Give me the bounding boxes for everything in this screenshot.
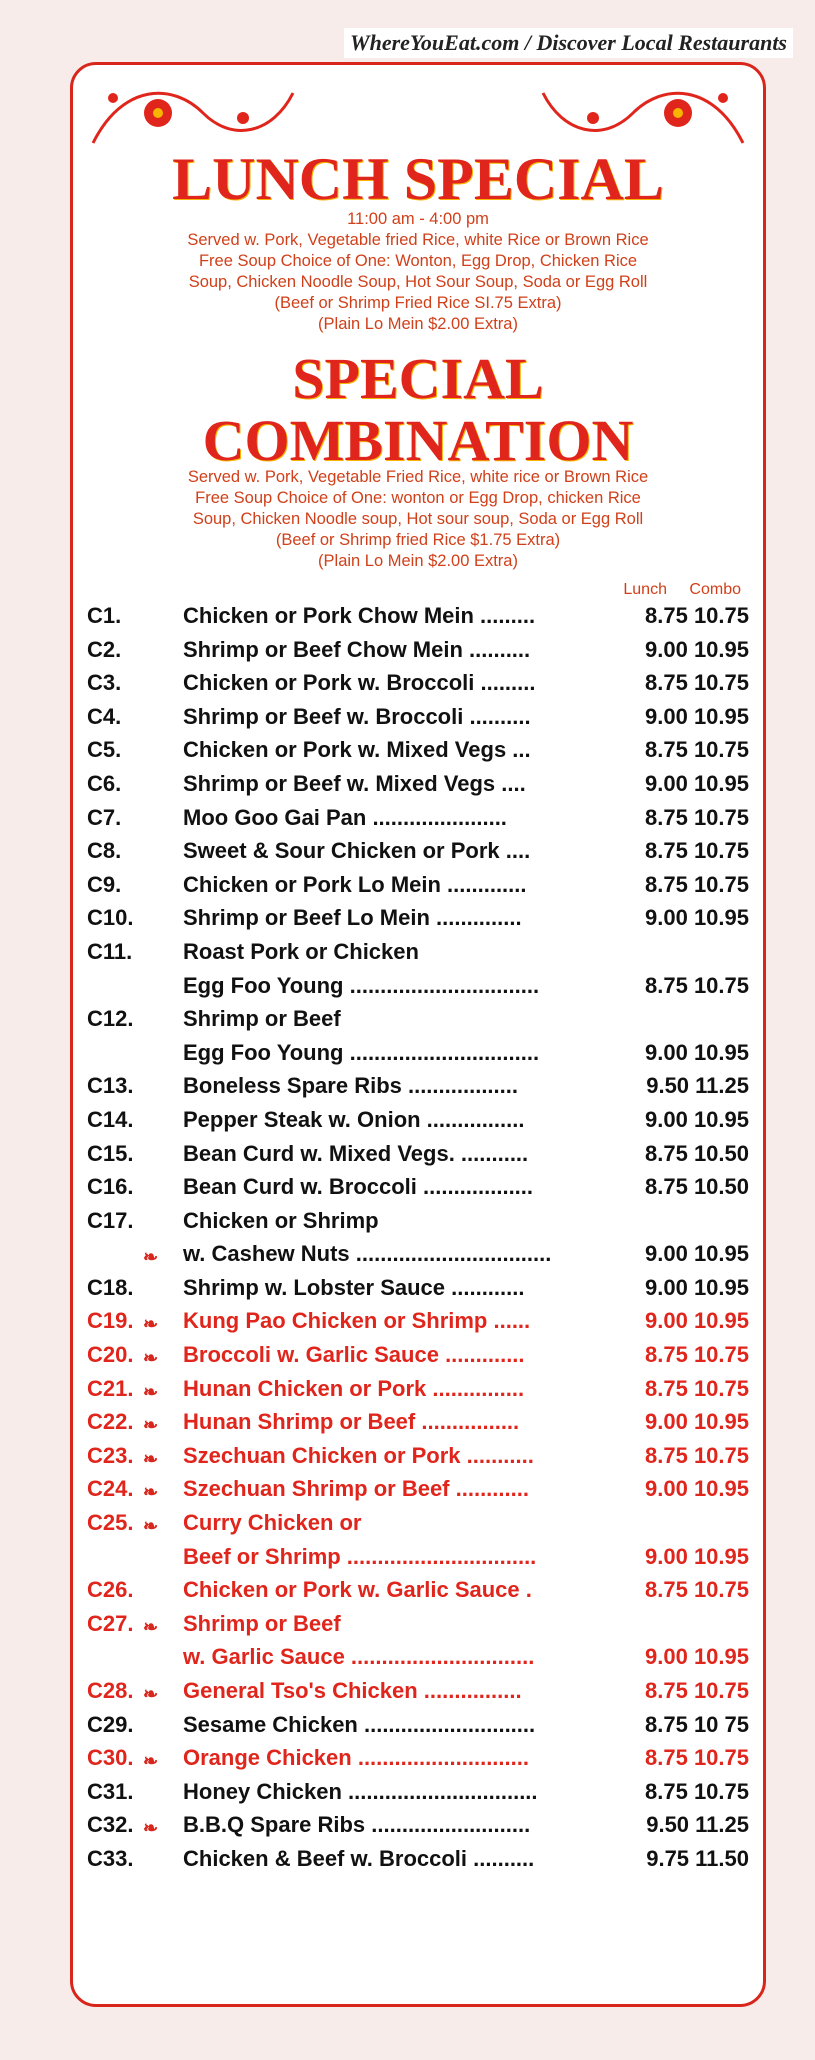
item-price: 8.75 10.75 bbox=[645, 838, 749, 864]
item-name: Pepper Steak w. Onion ................ bbox=[183, 1106, 525, 1132]
item-name: Sesame Chicken ............................ bbox=[183, 1711, 536, 1737]
spicy-chili-icon: ❧ bbox=[143, 1616, 159, 1637]
item-price: 8.75 10.75 bbox=[645, 871, 749, 897]
item-price: 8.75 10.50 bbox=[645, 1140, 749, 1166]
menu-item-row bbox=[73, 1002, 763, 1036]
item-price: 8.75 10.75 bbox=[645, 1442, 749, 1468]
combo-column-header: Combo bbox=[689, 581, 741, 598]
menu-item-row bbox=[73, 1674, 763, 1708]
item-number: C11. bbox=[87, 938, 133, 964]
spicy-chili-icon: ❧ bbox=[143, 1818, 159, 1839]
menu-item-row bbox=[73, 1204, 763, 1238]
spicy-chili-icon: ❧ bbox=[143, 1247, 159, 1268]
item-name: Broccoli w. Garlic Sauce ............. bbox=[183, 1342, 525, 1368]
item-number: C22. bbox=[87, 1409, 134, 1435]
spicy-chili-icon: ❧ bbox=[143, 1684, 159, 1704]
spicy-chili-icon: ❧ bbox=[143, 1348, 159, 1369]
item-number: C3. bbox=[87, 670, 122, 696]
item-number: C27. bbox=[87, 1610, 134, 1636]
info-line: (Plain Lo Mein $2.00 Extra) bbox=[318, 552, 518, 570]
item-number: C31. bbox=[87, 1778, 134, 1804]
menu-item-row bbox=[73, 1808, 763, 1842]
menu-item-row bbox=[73, 868, 763, 902]
item-name: w. Cashew Nuts ................................ bbox=[183, 1241, 552, 1267]
menu-item-row bbox=[73, 1103, 763, 1137]
item-price: 8.75 10.75 bbox=[645, 1745, 749, 1771]
menu-card bbox=[70, 62, 766, 2007]
menu-item-row bbox=[73, 1607, 763, 1641]
item-name: w. Garlic Sauce .............................. bbox=[183, 1644, 535, 1670]
item-name: Curry Chicken or bbox=[183, 1510, 362, 1536]
item-number: C4. bbox=[87, 703, 122, 729]
item-price: 8.75 10.75 bbox=[645, 1778, 749, 1804]
item-price: 9.00 10.95 bbox=[645, 770, 749, 796]
item-name: Kung Pao Chicken or Shrimp ...... bbox=[183, 1308, 531, 1334]
item-name: General Tso's Chicken ................ bbox=[183, 1678, 522, 1703]
item-number: C18. bbox=[87, 1274, 134, 1300]
menu-item-row bbox=[73, 901, 763, 935]
item-number: C10. bbox=[87, 905, 134, 931]
info-line: (Beef or Shrimp fried Rice $1.75 Extra) bbox=[275, 531, 561, 549]
item-name: Shrimp or Beef Lo Mein .............. bbox=[183, 905, 522, 931]
item-number: C29. bbox=[87, 1711, 134, 1737]
item-name: Boneless Spare Ribs .................. bbox=[183, 1073, 518, 1099]
menu-item-row bbox=[73, 1506, 763, 1540]
item-price: 9.00 10.95 bbox=[645, 1039, 749, 1065]
item-name: Chicken & Beef w. Broccoli .......... bbox=[183, 1845, 535, 1871]
menu-item-row bbox=[73, 1237, 763, 1271]
item-price: 8.75 10.50 bbox=[645, 1174, 749, 1200]
item-price: 8.75 10.75 bbox=[645, 1678, 749, 1703]
item-price: 8.75 10.75 bbox=[645, 1342, 749, 1368]
spicy-chili-icon: ❧ bbox=[143, 1314, 159, 1335]
menu-items bbox=[73, 599, 763, 1876]
item-number: C32. bbox=[87, 1812, 134, 1838]
item-number: C9. bbox=[87, 871, 122, 897]
item-price: 9.00 10.95 bbox=[645, 636, 749, 662]
menu-item-row bbox=[73, 1405, 763, 1439]
menu-item-row bbox=[73, 666, 763, 700]
menu-item-row bbox=[73, 834, 763, 868]
item-price: 8.75 10.75 bbox=[645, 972, 749, 998]
spicy-chili-icon: ❧ bbox=[143, 1516, 159, 1537]
spicy-chili-icon: ❧ bbox=[143, 1448, 159, 1469]
menu-item-row bbox=[73, 1069, 763, 1103]
item-price: 9.00 10.95 bbox=[645, 703, 749, 729]
menu-item-row bbox=[73, 1472, 763, 1506]
menu-item-row bbox=[73, 1640, 763, 1674]
spicy-chili-icon: ❧ bbox=[143, 1482, 159, 1503]
menu-item-row bbox=[73, 1708, 763, 1742]
menu-item-row bbox=[73, 767, 763, 801]
item-price: 8.75 10.75 bbox=[645, 1577, 749, 1603]
spicy-chili-icon: ❧ bbox=[143, 1751, 159, 1772]
item-number: C17. bbox=[87, 1207, 134, 1233]
item-number: C24. bbox=[87, 1476, 134, 1502]
menu-item-row bbox=[73, 1573, 763, 1607]
item-number: C25. bbox=[87, 1510, 134, 1536]
combination-info bbox=[73, 467, 763, 572]
item-name: Sweet & Sour Chicken or Pork .... bbox=[183, 838, 531, 864]
item-price: 9.00 10.95 bbox=[645, 905, 749, 931]
item-name: Shrimp or Beef w. Broccoli .......... bbox=[183, 703, 531, 729]
item-name: Moo Goo Gai Pan ...................... bbox=[183, 804, 507, 830]
menu-item-row bbox=[73, 1304, 763, 1338]
item-number: C14. bbox=[87, 1106, 134, 1132]
item-number: C12. bbox=[87, 1006, 134, 1032]
site-header: WhereYouEat.com / Discover Local Restaurants bbox=[344, 28, 793, 58]
item-name: Chicken or Pork Lo Mein ............. bbox=[183, 871, 527, 897]
item-price: 8.75 10.75 bbox=[645, 603, 749, 628]
item-price: 9.00 10.95 bbox=[645, 1409, 749, 1435]
item-number: C2. bbox=[87, 636, 122, 662]
menu-item-row bbox=[73, 1137, 763, 1171]
item-name: Egg Foo Young ............................... bbox=[183, 972, 540, 998]
item-price: 9.00 10.95 bbox=[645, 1241, 749, 1267]
menu-item-row bbox=[73, 1372, 763, 1406]
item-name: Szechuan Shrimp or Beef ............ bbox=[183, 1476, 529, 1502]
item-price: 8.75 10.75 bbox=[645, 670, 749, 696]
item-name: Chicken or Pork w. Broccoli ......... bbox=[183, 670, 536, 696]
menu-item-row bbox=[73, 801, 763, 835]
info-line: (Plain Lo Mein $2.00 Extra) bbox=[318, 315, 518, 333]
item-number: C30. bbox=[87, 1745, 134, 1771]
item-name: Chicken or Pork w. Mixed Vegs ... bbox=[183, 737, 531, 763]
combination-title: COMBINATION bbox=[202, 408, 634, 473]
menu-item-row bbox=[73, 1439, 763, 1473]
item-price: 8.75 10.75 bbox=[645, 737, 749, 763]
item-price: 9.50 11.25 bbox=[646, 1073, 749, 1099]
item-name: Shrimp or Beef bbox=[183, 1610, 341, 1636]
item-name: Hunan Chicken or Pork ............... bbox=[183, 1375, 525, 1401]
item-price: 8.75 10 75 bbox=[645, 1711, 749, 1737]
info-line: Free Soup Choice of One: Wonton, Egg Drop, Chicken Rice bbox=[198, 252, 638, 270]
menu-item-row bbox=[73, 1170, 763, 1204]
lunch-special-title: LUNCH SPECIAL bbox=[172, 146, 664, 212]
item-number: C1. bbox=[87, 603, 122, 628]
item-name: Chicken or Shrimp bbox=[183, 1207, 379, 1233]
item-number: C23. bbox=[87, 1442, 134, 1468]
item-price: 9.00 10.95 bbox=[645, 1106, 749, 1132]
menu-item-row bbox=[73, 1741, 763, 1775]
item-name: Orange Chicken ............................ bbox=[183, 1745, 529, 1771]
menu-item-row bbox=[73, 1338, 763, 1372]
item-price: 8.75 10.75 bbox=[645, 804, 749, 830]
item-number: C8. bbox=[87, 838, 122, 864]
item-number: C6. bbox=[87, 770, 122, 796]
item-name: B.B.Q Spare Ribs .......................... bbox=[183, 1812, 531, 1838]
special-title: SPECIAL bbox=[292, 346, 544, 411]
item-number: C26. bbox=[87, 1577, 134, 1603]
lunch-hours: 11:00 am - 4:00 pm bbox=[347, 210, 489, 228]
item-number: C16. bbox=[87, 1174, 134, 1200]
item-name: Bean Curd w. Mixed Vegs. ........... bbox=[183, 1140, 529, 1166]
item-price: 9.00 10.95 bbox=[645, 1644, 749, 1670]
item-number: C28. bbox=[87, 1678, 134, 1703]
item-name: Chicken or Pork Chow Mein ......... bbox=[183, 603, 536, 628]
menu-item-row bbox=[73, 969, 763, 1003]
item-name: Szechuan Chicken or Pork ........... bbox=[183, 1442, 534, 1468]
menu-item-row bbox=[73, 1271, 763, 1305]
item-name: Shrimp or Beef w. Mixed Vegs .... bbox=[183, 770, 526, 796]
menu-item-row bbox=[73, 633, 763, 667]
info-line: Served w. Pork, Vegetable fried Rice, white Rice or Brown Rice bbox=[187, 231, 649, 249]
menu-item-row bbox=[73, 1540, 763, 1574]
info-line: Free Soup Choice of One: wonton or Egg Drop, chicken Rice bbox=[195, 489, 641, 507]
item-number: C7. bbox=[87, 804, 122, 830]
item-name: Hunan Shrimp or Beef ................ bbox=[183, 1409, 520, 1435]
item-name: Shrimp or Beef Chow Mein .......... bbox=[183, 636, 531, 662]
spicy-chili-icon: ❧ bbox=[143, 1381, 159, 1402]
floral-ornament-icon bbox=[83, 73, 303, 153]
item-number: C21. bbox=[87, 1375, 134, 1401]
item-number: C15. bbox=[87, 1140, 134, 1166]
menu-item-row bbox=[73, 1036, 763, 1070]
item-number: C20. bbox=[87, 1342, 134, 1368]
menu-item-row bbox=[73, 733, 763, 767]
info-line: Served w. Pork, Vegetable Fried Rice, white rice or Brown Rice bbox=[187, 468, 649, 486]
info-line: Soup, Chicken Noodle Soup, Hot Sour Soup, Soda or Egg Roll bbox=[188, 273, 648, 291]
item-name: Bean Curd w. Broccoli .................. bbox=[183, 1174, 534, 1200]
info-line: Soup, Chicken Noodle soup, Hot sour soup, Soda or Egg Roll bbox=[192, 510, 644, 528]
item-name: Beef or Shrimp ............................... bbox=[183, 1543, 537, 1569]
menu-item-row bbox=[73, 599, 763, 633]
info-line: (Beef or Shrimp Fried Rice SI.75 Extra) bbox=[274, 294, 562, 312]
item-number: C13. bbox=[87, 1073, 134, 1099]
lunch-special-info bbox=[73, 209, 763, 335]
menu-item-row bbox=[73, 1775, 763, 1809]
item-name: Honey Chicken ............................... bbox=[183, 1778, 538, 1804]
item-price: 9.00 10.95 bbox=[645, 1274, 749, 1300]
menu-item-row bbox=[73, 935, 763, 969]
item-price: 9.00 10.95 bbox=[645, 1308, 749, 1334]
item-price: 8.75 10.75 bbox=[645, 1375, 749, 1401]
menu-item-row bbox=[73, 1842, 763, 1876]
item-name: Shrimp w. Lobster Sauce ............ bbox=[183, 1274, 525, 1300]
item-number: C5. bbox=[87, 737, 122, 763]
item-number: C19. bbox=[87, 1308, 134, 1334]
item-name: Egg Foo Young ............................... bbox=[183, 1039, 540, 1065]
spicy-chili-icon: ❧ bbox=[143, 1415, 159, 1436]
lunch-column-header: Lunch bbox=[623, 581, 667, 598]
item-name: Shrimp or Beef bbox=[183, 1006, 341, 1032]
item-price: 9.50 11.25 bbox=[646, 1812, 749, 1838]
item-name: Chicken or Pork w. Garlic Sauce . bbox=[183, 1577, 532, 1603]
item-price: 9.00 10.95 bbox=[645, 1543, 749, 1569]
item-price: 9.00 10.95 bbox=[645, 1476, 749, 1502]
price-column-headers bbox=[605, 581, 741, 599]
item-name: Roast Pork or Chicken bbox=[183, 938, 419, 964]
menu-item-row bbox=[73, 700, 763, 734]
item-number: C33. bbox=[87, 1845, 134, 1871]
item-price: 9.75 11.50 bbox=[646, 1845, 749, 1871]
floral-ornament-icon bbox=[533, 73, 753, 153]
